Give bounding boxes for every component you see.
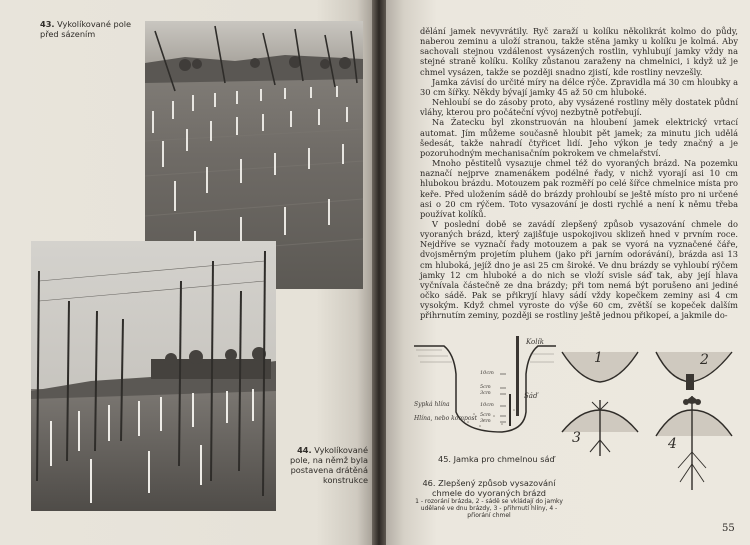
step-2-number: 2 — [700, 352, 709, 368]
step-4-number: 4 — [668, 436, 677, 452]
caption-43 — [40, 19, 140, 39]
step-3-number: 3 — [572, 430, 581, 446]
paragraph: Mnoho pěstitelů vysazuje chmel též do vyoraných brázd. Na pozemku naznačí nejprve znamenákem podélné řady, v nichž vyorají asi 10 cm hlubokou brázdu. Motouzem pak rozměří po celé šířce chmelnice místa pro keře. Před uložením sádě do brázdy prohloubí se ještě místo pro ni určené asi o 20 cm rýčem. Toto vysazování je dosti rychlé a není k němu třeba používat kolíků. — [420, 158, 738, 219]
paragraph: Na Žatecku byl zkonstruován na hloubení jamek elektrický vrtací automat. Jím můžeme současně hloubit pět jamek; za minutu jich udělá šedesát, takže nahradí čtyřicet lidí. Jeho výkon je tedy značný a je pozoruhodným mechanisačním pokrokem ve chmelařství. — [420, 117, 738, 158]
label-measure-4: 10cm — [480, 402, 494, 408]
figure-45-planting-hole — [414, 334, 556, 452]
label-measure-2: 5cm — [480, 384, 491, 390]
label-kolik: Kolík — [526, 338, 544, 346]
caption-46-detail-text: 1 - rozorání brázda, 2 - sádě se vkládají do jamky udělané ve dnu brázdy, 3 - přihrnutí hlíny, 4 - přiorání chmel — [415, 498, 563, 519]
paragraph: Nehloubí se do zásoby proto, aby vysázené rostliny měly dostatek půdní vláhy, kterou pro počáteční vývoj nezbytně potřebují. — [420, 97, 738, 118]
caption-45-text: 45. Jamka pro chmelnou sáď — [438, 454, 555, 464]
caption-46 — [414, 478, 564, 498]
body-text — [420, 26, 738, 321]
label-measure-6: 3cm — [480, 418, 491, 424]
figure-46-furrow-steps — [560, 340, 742, 512]
photo-wire-construction — [31, 241, 276, 511]
paragraph: V poslední době se zavádí zlepšený způsob vysazování chmele do vyoraných brázd, který zajišťuje uspokojivou sklizeň hned v prvním roce. Nejdříve se vyznačí řady motouzem a pak se vyorá na vyznačené čáře, dvojsměrným projetím pluhem (jako při jarním odorávání), brázda asi 13 cm hluboká, jejíž dno je asi 25 cm široké. Ve dnu brázdy se vyhloubí rýčem jamky 12 cm hluboké a do nich se vloží svisle sáď tak, aby její hlava vyčnívala částečně ze dna brázdy; při tom nemá být porušeno ani jediné očko sádě. Pak se přikryjí hlavy sádí vždy kopečkem zeminy asi 4 cm vysokým. Když chmel vyroste do výše 60 cm, zvětší se kopeček dalším přihrnutím zeminy, později se rostliny ještě jednou přikopeí, a jakmile do- — [420, 218, 738, 321]
paragraph: dělání jamek nevyvrátily. Ryč zaraží u kolíku několikrát kolmo do půdy, naberou zeminu a uloží stranou, takže stěna jamky u kolíku je kolmá. Aby sachovali stejnou vzdálenost vysázených rostlin, vyhlubují jamky vždy na stejné straně kolíku. Kolíky zůstanou zaraženy na chmelnici, i když už je chmel vysázen, takže se později snadno zjistí, kde rostliny nevzešly. — [420, 26, 738, 77]
paragraph: Jamka závisí do určité míry na délce rýče. Zpravidla má 30 cm hloubky a 30 cm šířky. Někdy bývají jamky 45 až 50 cm hluboké. — [420, 76, 738, 97]
caption-46-title: 46. Zlepšený způsob vysazování chmele do vyoraných brázd — [422, 478, 556, 498]
book-gutter — [372, 0, 386, 545]
caption-43-text: Vykolíkované pole před sázením — [40, 19, 132, 39]
label-measure-1: 10cm — [480, 370, 494, 376]
label-measure-5: 5cm — [480, 412, 491, 418]
label-sypka-hlina: Sypká hlína — [414, 401, 450, 408]
label-sad: Sáď — [524, 392, 538, 400]
caption-45 — [438, 454, 568, 464]
caption-44 — [282, 445, 368, 485]
label-hlina-kompost: Hlína, nebo kompost — [414, 415, 477, 422]
caption-44-text: Vykolíkované pole, na němž byla postavena drátěná konstrukce — [290, 445, 368, 485]
caption-44-number: 44. — [297, 445, 312, 455]
label-measure-3: 3cm — [480, 390, 491, 396]
step-1-number: 1 — [594, 350, 603, 366]
caption-43-number: 43. — [40, 19, 55, 29]
caption-46-detail — [414, 498, 564, 519]
page-number: 55 — [722, 523, 735, 534]
